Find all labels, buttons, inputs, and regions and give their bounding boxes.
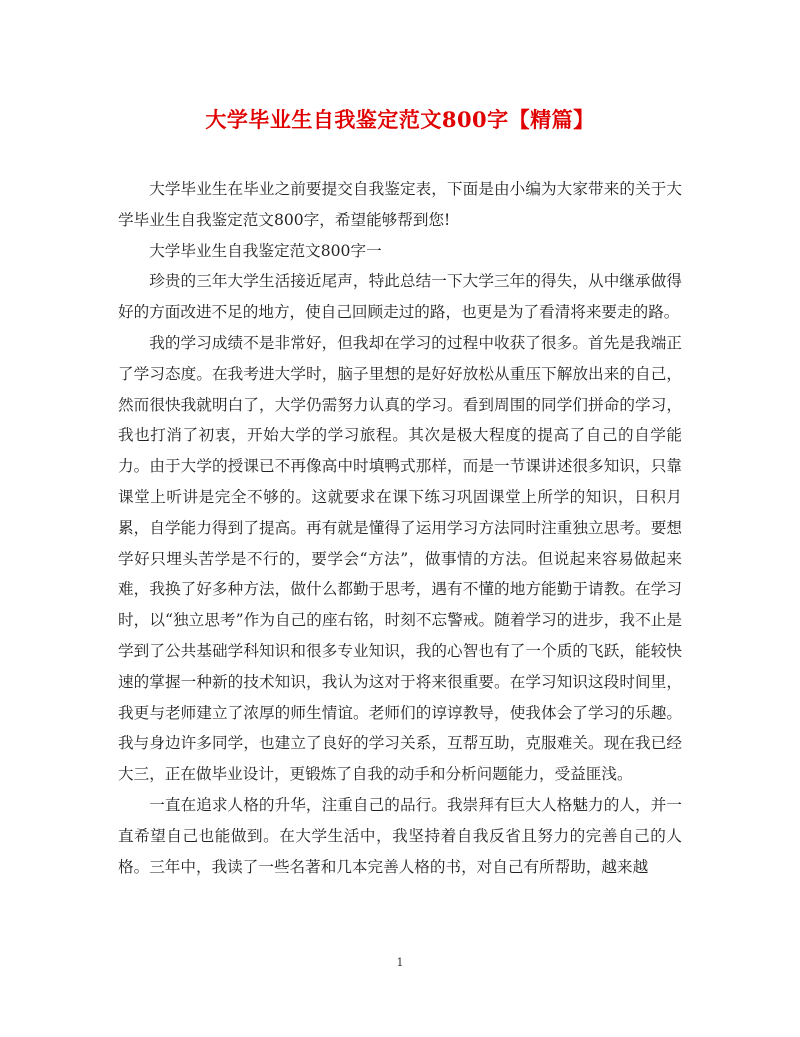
intro-paragraph: 大学毕业生在毕业之前要提交自我鉴定表，下面是由小编为大家带来的关于大学毕业生自我鉴定范文800字，希望能够帮到您! <box>118 180 682 229</box>
document-body <box>118 174 682 882</box>
body-paragraph: 一直在追求人格的升华，注重自己的品行。我崇拜有巨大人格魅力的人，并一直希望自己也能做到。在大学生活中，我坚持着自我反省且努力的完善自己的人格。三年中，我读了一些名著和几本完善人格的书，对自己有所帮助，越来越 <box>118 795 682 876</box>
body-paragraph: 我的学习成绩不是非常好，但我却在学习的过程中收获了很多。首先是我端正了学习态度。在我考进大学时，脑子里想的是好好放松从重压下解放出来的自己，然而很快我就明白了，大学仍需努力认真的学习。看到周围的同学们拼命的学习，我也打消了初衷，开始大学的学习旅程。其次是极大程度的提高了自己的自学能力。由于大学的授课已不再像高中时填鸭式那样，而是一节课讲述很多知识，只靠课堂上听讲是完全不够的。这就要求在课下练习巩固课堂上所学的知识，日积月累，自学能力得到了提高。再有就是懂得了运用学习方法同时注重独立思考。要想学好只埋头苦学是不行的，要学会“方法”，做事情的方法。但说起来容易做起来难，我换了好多种方法，做什么都勤于思考，遇有不懂的地方能勤于请教。在学习时，以“独立思考”作为自己的座右铭，时刻不忘警戒。随着学习的进步，我不止是学到了公共基础学科知识和很多专业知识，我的心智也有了一个质的飞跃，能较快速的掌握一种新的技术知识，我认为这对于将来很重要。在学习知识这段时间里，我更与老师建立了浓厚的师生情谊。老师们的谆谆教导，使我体会了学习的乐趣。我与身边许多同学，也建立了良好的学习关系，互帮互助，克服难关。现在我已经大三，正在做毕业设计，更锻炼了自我的动手和分析问题能力，受益匪浅。 <box>118 333 682 784</box>
body-paragraph: 珍贵的三年大学生活接近尾声，特此总结一下大学三年的得失，从中继承做得好的方面改进不足的地方，使自己回顾走过的路，也更是为了看清将来要走的路。 <box>118 272 682 322</box>
document-title: 大学毕业生自我鉴定范文800字【精篇】 <box>205 107 595 132</box>
page-number: 1 <box>396 956 404 969</box>
section-heading: 大学毕业生自我鉴定范文800字一 <box>149 241 382 260</box>
